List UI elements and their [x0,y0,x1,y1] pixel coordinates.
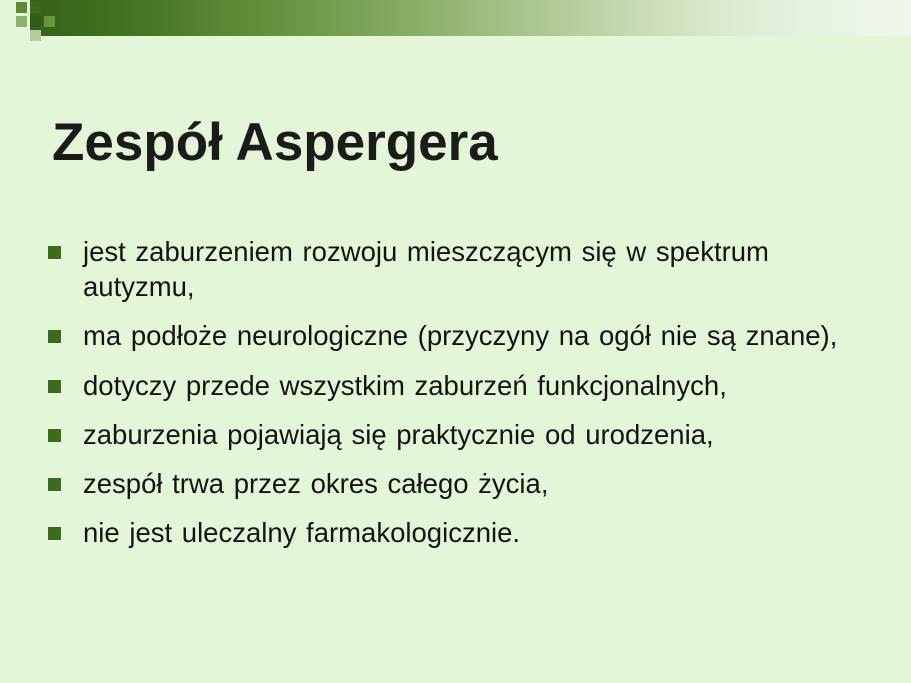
decorative-top-band [0,0,911,36]
list-item-text: zaburzenia pojawiają się praktycznie od urodzenia, [83,418,714,450]
slide-title: Zespół Aspergera [52,112,498,172]
square-bullet-icon [48,246,61,259]
decorative-square [30,2,41,13]
square-bullet-icon [48,429,61,442]
list-item [48,368,878,403]
list-item [48,234,878,304]
decorative-square [30,16,41,27]
list-item-text: dotyczy przede wszystkim zaburzeń funkcjonalnych, [83,369,727,401]
bullet-list [48,234,878,564]
square-bullet-icon [48,330,61,343]
list-item-text: ma podłoże neurologiczne (przyczyny na ogół nie są znane), [83,320,838,352]
list-item-text: jest zaburzeniem rozwoju mieszczącym się w spektrum autyzmu, [83,236,769,303]
square-bullet-icon [48,380,61,393]
square-bullet-icon [48,478,61,491]
decorative-square [16,16,27,27]
decorative-square [44,16,55,27]
list-item [48,466,878,501]
decorative-square [30,30,41,41]
decorative-square [16,30,27,41]
list-item [48,515,878,550]
list-item [48,417,878,452]
square-bullet-icon [48,527,61,540]
list-item-text: zespół trwa przez okres całego życia, [83,467,549,499]
list-item [48,318,878,353]
list-item-text: nie jest uleczalny farmakologicznie. [83,517,521,549]
decorative-square [16,2,27,13]
